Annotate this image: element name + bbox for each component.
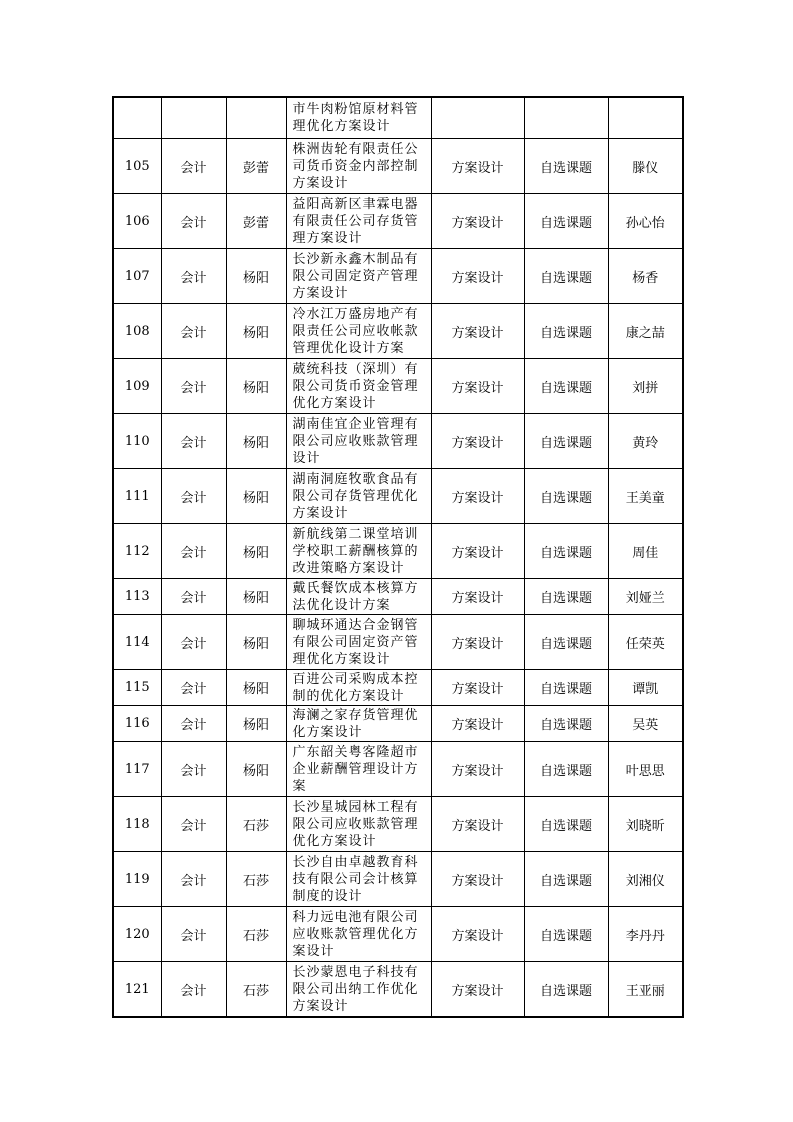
cell-type: 方案设计 (431, 742, 524, 797)
table-row (113, 359, 683, 414)
cell-student: 刘湘仪 (608, 852, 683, 907)
cell-advisor: 杨阳 (226, 304, 286, 359)
cell-no: 106 (113, 194, 161, 249)
cell-no (113, 97, 161, 139)
cell-major: 会计 (161, 139, 226, 194)
cell-title: 戴氏餐饮成本核算方法优化设计方案 (286, 579, 431, 615)
cell-type: 方案设计 (431, 670, 524, 706)
table-row (113, 670, 683, 706)
cell-type: 方案设计 (431, 304, 524, 359)
cell-major: 会计 (161, 359, 226, 414)
cell-source (524, 97, 608, 139)
cell-source: 自选课题 (524, 962, 608, 1018)
cell-title: 益阳高新区聿霖电器有限责任公司存货管理方案设计 (286, 194, 431, 249)
cell-type: 方案设计 (431, 615, 524, 670)
cell-student: 刘拼 (608, 359, 683, 414)
cell-student: 孙心怡 (608, 194, 683, 249)
cell-student: 滕仪 (608, 139, 683, 194)
cell-title: 市牛肉粉馆原材料管理优化方案设计 (286, 97, 431, 139)
table-row (113, 907, 683, 962)
table-row (113, 139, 683, 194)
cell-advisor: 杨阳 (226, 359, 286, 414)
cell-student: 刘晓昕 (608, 797, 683, 852)
cell-student: 刘娅兰 (608, 579, 683, 615)
cell-source: 自选课题 (524, 706, 608, 742)
cell-type: 方案设计 (431, 579, 524, 615)
cell-source: 自选课题 (524, 304, 608, 359)
cell-advisor: 杨阳 (226, 615, 286, 670)
table-row (113, 524, 683, 579)
cell-no: 115 (113, 670, 161, 706)
cell-title: 长沙蒙恩电子科技有限公司出纳工作优化方案设计 (286, 962, 431, 1018)
table-row (113, 962, 683, 1018)
cell-student: 康之喆 (608, 304, 683, 359)
cell-advisor: 杨阳 (226, 579, 286, 615)
cell-student: 杨香 (608, 249, 683, 304)
cell-type: 方案设计 (431, 524, 524, 579)
cell-advisor: 杨阳 (226, 706, 286, 742)
cell-no: 120 (113, 907, 161, 962)
cell-no: 107 (113, 249, 161, 304)
cell-type: 方案设计 (431, 139, 524, 194)
cell-major: 会计 (161, 907, 226, 962)
cell-student: 李丹丹 (608, 907, 683, 962)
cell-major: 会计 (161, 579, 226, 615)
cell-no: 119 (113, 852, 161, 907)
table-row (113, 469, 683, 524)
cell-major: 会计 (161, 249, 226, 304)
cell-title: 百进公司采购成本控制的优化方案设计 (286, 670, 431, 706)
cell-source: 自选课题 (524, 907, 608, 962)
cell-advisor: 杨阳 (226, 414, 286, 469)
cell-source: 自选课题 (524, 359, 608, 414)
cell-major: 会计 (161, 194, 226, 249)
table-row (113, 249, 683, 304)
cell-advisor: 彭蕾 (226, 139, 286, 194)
cell-no: 113 (113, 579, 161, 615)
cell-advisor: 石莎 (226, 852, 286, 907)
cell-no: 112 (113, 524, 161, 579)
cell-advisor: 杨阳 (226, 524, 286, 579)
cell-advisor: 杨阳 (226, 469, 286, 524)
cell-type: 方案设计 (431, 359, 524, 414)
cell-advisor: 杨阳 (226, 249, 286, 304)
cell-type (431, 97, 524, 139)
table-row (113, 194, 683, 249)
cell-title: 冷水江万盛房地产有限责任公司应收帐款管理优化设计方案 (286, 304, 431, 359)
cell-source: 自选课题 (524, 249, 608, 304)
cell-title: 湖南洞庭牧歌食品有限公司存货管理优化方案设计 (286, 469, 431, 524)
cell-advisor: 石莎 (226, 962, 286, 1018)
cell-title: 海澜之家存货管理优化方案设计 (286, 706, 431, 742)
cell-source: 自选课题 (524, 139, 608, 194)
cell-type: 方案设计 (431, 797, 524, 852)
cell-type: 方案设计 (431, 249, 524, 304)
table-row (113, 304, 683, 359)
cell-student: 吴英 (608, 706, 683, 742)
cell-type: 方案设计 (431, 414, 524, 469)
table-row (113, 706, 683, 742)
cell-student: 周佳 (608, 524, 683, 579)
cell-no: 117 (113, 742, 161, 797)
cell-title: 科力远电池有限公司应收账款管理优化方案设计 (286, 907, 431, 962)
table-row (113, 852, 683, 907)
cell-student: 叶思思 (608, 742, 683, 797)
table-row (113, 615, 683, 670)
cell-title: 葳统科技（深圳）有限公司货币资金管理优化方案设计 (286, 359, 431, 414)
cell-major: 会计 (161, 852, 226, 907)
cell-student (608, 97, 683, 139)
cell-source: 自选课题 (524, 579, 608, 615)
cell-advisor (226, 97, 286, 139)
cell-advisor: 彭蕾 (226, 194, 286, 249)
cell-source: 自选课题 (524, 414, 608, 469)
cell-title: 株洲齿轮有限责任公司货币资金内部控制方案设计 (286, 139, 431, 194)
cell-type: 方案设计 (431, 852, 524, 907)
cell-source: 自选课题 (524, 670, 608, 706)
cell-source: 自选课题 (524, 194, 608, 249)
cell-no: 110 (113, 414, 161, 469)
cell-major: 会计 (161, 615, 226, 670)
cell-advisor: 杨阳 (226, 742, 286, 797)
continued-row (113, 97, 683, 139)
cell-type: 方案设计 (431, 962, 524, 1018)
cell-title: 湖南佳宜企业管理有限公司应收账款管理设计 (286, 414, 431, 469)
cell-major: 会计 (161, 304, 226, 359)
cell-major: 会计 (161, 414, 226, 469)
cell-source: 自选课题 (524, 615, 608, 670)
cell-no: 108 (113, 304, 161, 359)
cell-major (161, 97, 226, 139)
cell-major: 会计 (161, 524, 226, 579)
cell-no: 121 (113, 962, 161, 1018)
cell-student: 王美童 (608, 469, 683, 524)
cell-advisor: 石莎 (226, 797, 286, 852)
cell-source: 自选课题 (524, 469, 608, 524)
cell-no: 114 (113, 615, 161, 670)
cell-source: 自选课题 (524, 524, 608, 579)
cell-major: 会计 (161, 962, 226, 1018)
cell-type: 方案设计 (431, 706, 524, 742)
table-row (113, 579, 683, 615)
cell-major: 会计 (161, 469, 226, 524)
cell-major: 会计 (161, 670, 226, 706)
cell-title: 长沙自由卓越教育科技有限公司会计核算制度的设计 (286, 852, 431, 907)
table-row (113, 797, 683, 852)
cell-major: 会计 (161, 742, 226, 797)
cell-student: 黄玲 (608, 414, 683, 469)
cell-title: 长沙星城园林工程有限公司应收账款管理优化方案设计 (286, 797, 431, 852)
cell-major: 会计 (161, 706, 226, 742)
cell-title: 新航线第二课堂培训学校职工薪酬核算的改进策略方案设计 (286, 524, 431, 579)
cell-advisor: 杨阳 (226, 670, 286, 706)
cell-type: 方案设计 (431, 907, 524, 962)
cell-student: 谭凯 (608, 670, 683, 706)
cell-no: 116 (113, 706, 161, 742)
cell-no: 118 (113, 797, 161, 852)
cell-source: 自选课题 (524, 797, 608, 852)
cell-type: 方案设计 (431, 194, 524, 249)
table-row (113, 742, 683, 797)
cell-student: 王亚丽 (608, 962, 683, 1018)
cell-type: 方案设计 (431, 469, 524, 524)
cell-source: 自选课题 (524, 852, 608, 907)
cell-title: 广东韶关粤客隆超市企业薪酬管理设计方案 (286, 742, 431, 797)
cell-no: 109 (113, 359, 161, 414)
topic-table (112, 96, 684, 1018)
cell-title: 长沙新永鑫木制品有限公司固定资产管理方案设计 (286, 249, 431, 304)
cell-major: 会计 (161, 797, 226, 852)
cell-title: 聊城环通达合金钢管有限公司固定资产管理优化方案设计 (286, 615, 431, 670)
cell-advisor: 石莎 (226, 907, 286, 962)
cell-no: 105 (113, 139, 161, 194)
cell-no: 111 (113, 469, 161, 524)
cell-source: 自选课题 (524, 742, 608, 797)
table-row (113, 414, 683, 469)
cell-student: 任荣英 (608, 615, 683, 670)
